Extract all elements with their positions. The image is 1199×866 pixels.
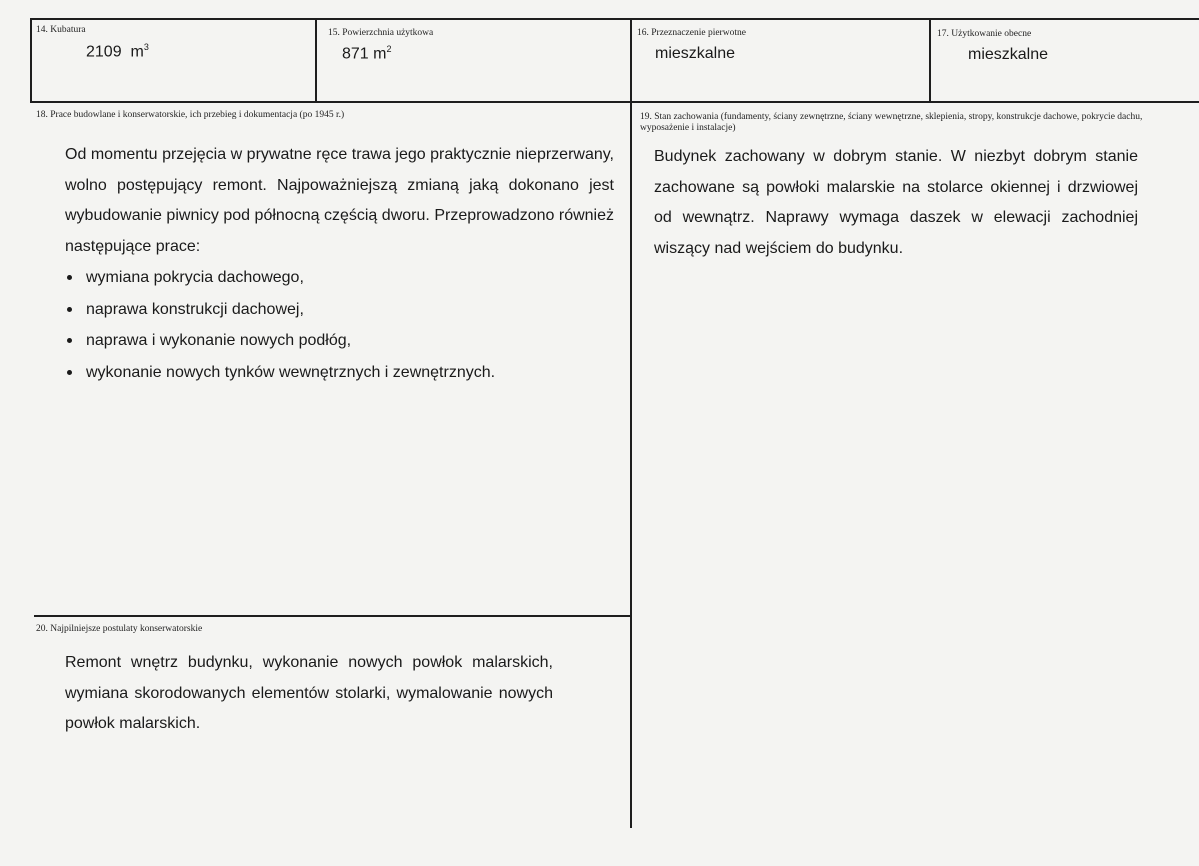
- divider-14-15: [315, 18, 317, 103]
- przeznaczenie-label: 16. Przeznaczenie pierwotne: [637, 28, 746, 38]
- kubatura-unit: m: [130, 43, 144, 61]
- uzytkowanie-label: 17. Użytkowanie obecne: [937, 29, 1032, 39]
- row1-bottom-border: [30, 101, 1199, 103]
- powierzchnia-unit-sup: 2: [386, 44, 392, 54]
- powierzchnia-number: 871: [342, 45, 369, 63]
- list-item: wykonanie nowych tynków wewnętrznych i zewnętrznych.: [64, 357, 624, 389]
- prace-text: Od momentu przejęcia w prywatne ręce trawa jego praktycznie nieprzerwany, wolno postępujący remont. Najpoważniejszą zmianą jaką dokonano jest wybudowanie piwnicy pod północną częścią dworu. Przeprowadzono również następujące prace:: [65, 146, 614, 255]
- kubatura-value: [86, 42, 149, 61]
- powierzchnia-value: [342, 44, 392, 63]
- prace-label: 18. Prace budowlane i konserwatorskie, ich przebieg i dokumentacja (po 1945 r.): [36, 110, 345, 120]
- section18-bottom-border: [34, 615, 632, 617]
- top-border: [30, 18, 1199, 20]
- uzytkowanie-value: mieszkalne: [968, 46, 1049, 63]
- postulaty-label: 20. Najpilniejsze postulaty konserwatorskie: [36, 624, 203, 634]
- przeznaczenie-value: mieszkalne: [655, 45, 736, 62]
- kubatura-number: 2109: [86, 43, 122, 61]
- list-item: naprawa konstrukcji dachowej,: [64, 294, 624, 326]
- powierzchnia-label: 15. Powierzchnia użytkowa: [328, 28, 434, 38]
- divider-16-17: [929, 18, 931, 103]
- left-border: [30, 18, 32, 103]
- kubatura-label: 14. Kubatura: [36, 25, 86, 35]
- divider-main-column: [630, 18, 632, 828]
- list-item: naprawa i wykonanie nowych podłóg,: [64, 325, 624, 357]
- postulaty-text: Remont wnętrz budynku, wykonanie nowych powłok malarskich, wymiana skorodowanych elementów stolarki, wymalowanie nowych powłok malarskich.: [65, 654, 553, 732]
- kubatura-unit-sup: 3: [143, 42, 149, 52]
- stan-text: Budynek zachowany w dobrym stanie. W niezbyt dobrym stanie zachowane są powłoki malarskie na stolarce okiennej i drzwiowej od wewnątrz. Naprawy wymaga daszek w elewacji zachodniej wiszący nad wejściem do budynku.: [654, 148, 1138, 257]
- prace-list: [64, 262, 624, 388]
- powierzchnia-unit: m: [373, 45, 387, 63]
- list-item: wymiana pokrycia dachowego,: [64, 262, 624, 294]
- stan-label: 19. Stan zachowania (fundamenty, ściany zewnętrzne, ściany wewnętrzne, sklepienia, stropy, konstrukcje dachowe, pokrycie dachu, wyposażenie i instalacje): [640, 112, 1143, 133]
